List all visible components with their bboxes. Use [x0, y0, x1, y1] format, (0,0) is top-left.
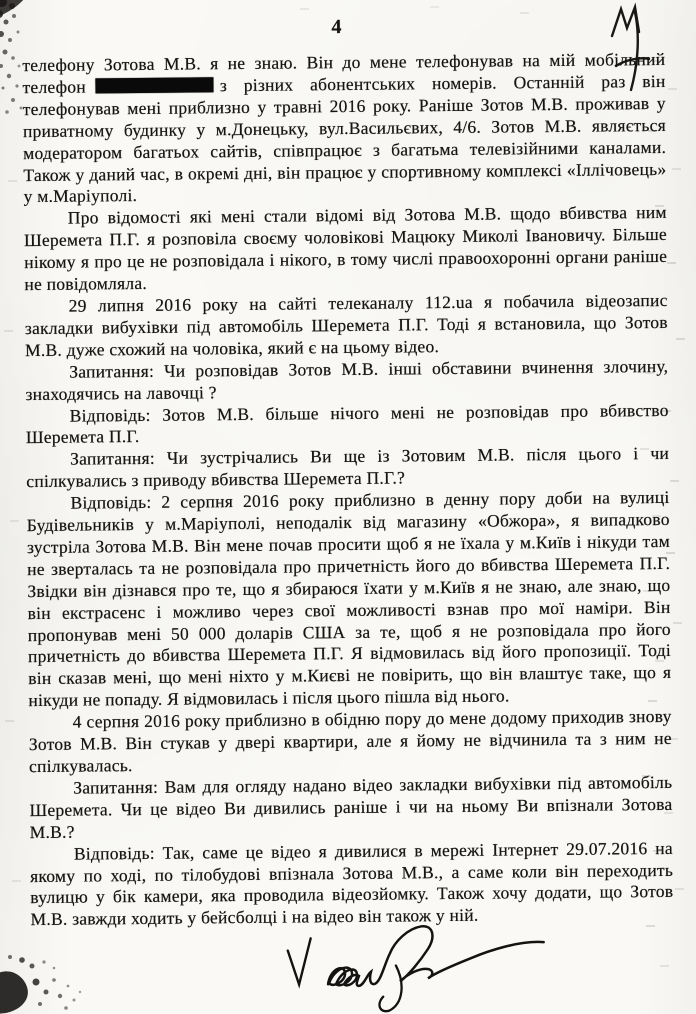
paragraph-text: телефону Зотова М.В. я не знаю. Він до мене телефонував на мій мобільний телефон [22, 48, 666, 98]
document-paragraph: Відповідь: 2 серпня 2016 року приблизно в денну пору доби на вулиці Будівельників у м.Маріуполі, неподалік від магазину «Обжора», я випадково зустріла Зотова М.В. Він мене почав просити щоб я не їхала у м.Київ і нікуди там не зверталась та не розповідала про причетність його до вбивства Шеремета П.Г. Звідки він дізнався про те, що я збираюся їхати у м.Київ я не знаю, але знаю, що він екстрасенс і можливо через свої можливості взнав про мої наміри. Він пропонував мені 50 000 доларів США за те, щоб я не розповідала про його причетність до вбивства Шеремета П.Г. Я відмовилась від його пропозиції. Тоді він сказав мені, що мені ніхто у м.Києві не повірить, що він влаштує таке, що я нікуди не попаду. Я відмовилась і після цього пішла від нього. [26, 487, 672, 711]
check-mark-icon [288, 938, 311, 984]
document-text-block [22, 49, 673, 931]
ink-smudge-bottom-left-icon [0, 952, 88, 1014]
document-paragraph: Відповідь: Зотов М.В. більше нічого мені не розповідав про вбивство Шеремета П.Г. [25, 399, 669, 448]
redaction-bar [96, 77, 214, 93]
paragraph-text: з різних абонентських номерів. Останній раз він телефонував мені приблизно у травні 2016 року. Раніше Зотов М.В. проживав у приватному будинку у м.Донецьку, вул.Васильєвих, 4/6. Зотов М.В. являється модератором багатьох сайтів, співпрацює з багатьма телевізійними каналами. Також у даний час, в окремі дні, він працює у спортивному комплексі «Іллічовець» у м.Маріуполі. [22, 70, 667, 207]
document-paragraph: 4 серпня 2016 року приблизно в обідню пору до мене додому приходив знову Зотов М.В. Він стукав у двері квартири, але я йому не відчинила та з ним не спілкувалась. [28, 706, 672, 777]
document-paragraph [22, 49, 666, 209]
document-paragraph: Запитання: Чи розповідав Зотов М.В. інші обставини вчинення злочину, знаходячись на лавочці ? [25, 355, 669, 404]
document-paragraph: 29 липня 2016 року на сайті телеканалу 112.ua я побачила відеозапис закладки вибухівки під автомобіль Шеремета П.Г. Тоді я встановила, що Зотов М.В. дуже схожий на чоловіка, який є на цьому відео. [24, 289, 668, 360]
document-paragraph: Відповідь: Так, саме це відео я дивилися в мережі Інтернет 29.07.2016 на якому по ході, по тілобудові впізнала Зотова М.В., а саме коли він переходить вулицю у бік камери, яка проводила відеозйомку. Також хочу додати, що Зотов М.В. завжди ходить у бейсболці і на відео він також у ній. [29, 837, 674, 930]
document-paragraph: Про відомості які мені стали відомі від Зотова М.В. щодо вбивства ним Шеремета П.Г. я розповіла своєму чоловікові Мацюку Миколі Івановичу. Більше нікому я про це не розповідала і нікого, в тому числі правоохоронні органи раніше не повідомляла. [23, 202, 668, 295]
document-paragraph: Запитання: Чи зустрічались Ви ще із Зотовим М.В. після цього і чи спілкувались з приводу вбивства Шеремета П.Г.? [26, 443, 670, 492]
handwritten-signature [272, 920, 563, 1014]
page-number: 4 [331, 16, 343, 39]
document-paragraph: Запитання: Вам для огляду надано відео закладки вибухівки під автомобіль Шеремета. Чи це відео Ви дивились раніше і чи на ньому Ви впізнали Зотова М.В.? [29, 771, 673, 842]
